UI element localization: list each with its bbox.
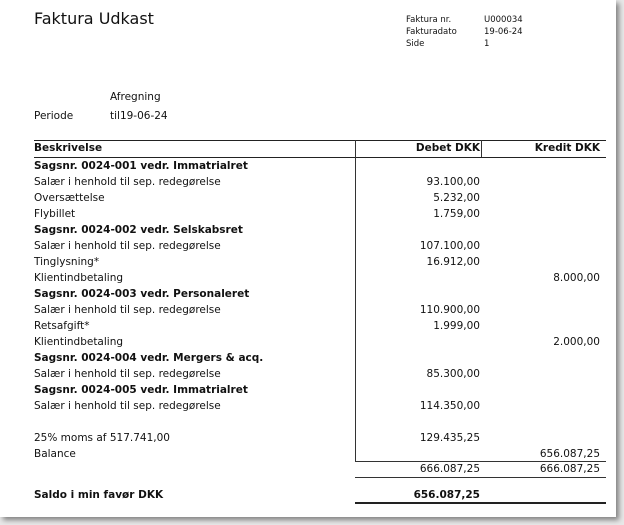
case-heading-row [34, 286, 606, 302]
table-row [34, 238, 606, 254]
saldo-value: 656.087,25 [413, 489, 480, 501]
row-description: Tinglysning* [34, 256, 100, 268]
row-description: Oversættelse [34, 192, 105, 204]
table-row [34, 190, 606, 206]
row-description: Flybillet [34, 208, 76, 220]
header-divider [481, 140, 482, 157]
table-row [34, 446, 606, 462]
row-debit: 93.100,00 [426, 176, 480, 188]
total-credit: 666.087,25 [539, 463, 600, 475]
row-debit: 129.435,25 [419, 432, 480, 444]
document-title: Faktura Udkast [34, 9, 154, 28]
row-description: Sagsnr. 0024-001 vedr. Immatrialret [34, 160, 248, 172]
case-heading-row [34, 382, 606, 398]
row-debit: 110.900,00 [419, 304, 480, 316]
row-description: Sagsnr. 0024-003 vedr. Personaleret [34, 288, 250, 300]
row-description: Balance [34, 448, 76, 460]
meta-row [406, 26, 523, 38]
saldo-row [34, 489, 606, 503]
period [34, 110, 168, 122]
row-description: Salær i henhold til sep. redegørelse [34, 240, 221, 252]
table-row [34, 366, 606, 382]
header-credit: Kredit DKK [534, 142, 600, 154]
meta-key: Faktura nr. [406, 15, 452, 25]
row-debit: 1.759,00 [433, 208, 480, 220]
row-debit: 1.999,00 [433, 320, 480, 332]
meta-value: U000034 [484, 15, 523, 25]
table-row [34, 398, 606, 414]
table-row [34, 414, 606, 430]
meta-value: 19-06-24 [484, 27, 523, 37]
header-description: Beskrivelse [34, 142, 103, 154]
row-credit: 2.000,00 [553, 336, 600, 348]
meta-value: 1 [484, 39, 490, 49]
meta-key: Fakturadato [406, 27, 457, 37]
total-debit: 666.087,25 [419, 463, 480, 475]
saldo-rule [355, 502, 606, 504]
row-description: Sagsnr. 0024-005 vedr. Immatrialret [34, 384, 248, 396]
row-description: 25% moms af 517.741,00 [34, 432, 170, 444]
row-debit: 107.100,00 [419, 240, 480, 252]
row-debit: 114.350,00 [419, 400, 480, 412]
row-debit: 85.300,00 [426, 368, 480, 380]
row-description: Salær i henhold til sep. redegørelse [34, 368, 221, 380]
table-body [34, 158, 606, 462]
table-header [34, 140, 606, 158]
table-row [34, 254, 606, 270]
settlement-label: Afregning [110, 91, 161, 103]
invoice-table [34, 140, 606, 462]
table-row [34, 270, 606, 286]
saldo-label: Saldo i min favør DKK [34, 489, 164, 501]
row-description: Sagsnr. 0024-004 vedr. Mergers & acq. [34, 352, 264, 364]
row-description: Salær i henhold til sep. redegørelse [34, 176, 221, 188]
table-row [34, 430, 606, 446]
row-description: Klientindbetaling [34, 336, 124, 348]
meta-key: Side [406, 39, 425, 49]
meta-row [406, 14, 523, 26]
case-heading-row [34, 222, 606, 238]
case-heading-row [34, 158, 606, 174]
case-heading-row [34, 350, 606, 366]
row-credit: 656.087,25 [539, 448, 600, 460]
row-debit: 5.232,00 [433, 192, 480, 204]
row-debit: 16.912,00 [426, 256, 480, 268]
row-description: Sagsnr. 0024-002 vedr. Selskabsret [34, 224, 243, 236]
table-row [34, 206, 606, 222]
invoice-meta [406, 14, 523, 50]
table-row [34, 302, 606, 318]
row-description: Salær i henhold til sep. redegørelse [34, 304, 221, 316]
header-debit: Debet DKK [415, 142, 480, 154]
period-label: Periode [34, 110, 74, 122]
totals-row [355, 462, 606, 477]
row-description: Retsafgift* [34, 320, 90, 332]
period-value: til19-06-24 [110, 110, 168, 122]
column-divider [355, 140, 356, 461]
table-row [34, 318, 606, 334]
row-description: Salær i henhold til sep. redegørelse [34, 400, 221, 412]
table-row [34, 334, 606, 350]
table-row [34, 174, 606, 190]
meta-row [406, 38, 523, 50]
row-credit: 8.000,00 [553, 272, 600, 284]
totals-bottom-rule [355, 477, 606, 478]
row-description: Klientindbetaling [34, 272, 124, 284]
